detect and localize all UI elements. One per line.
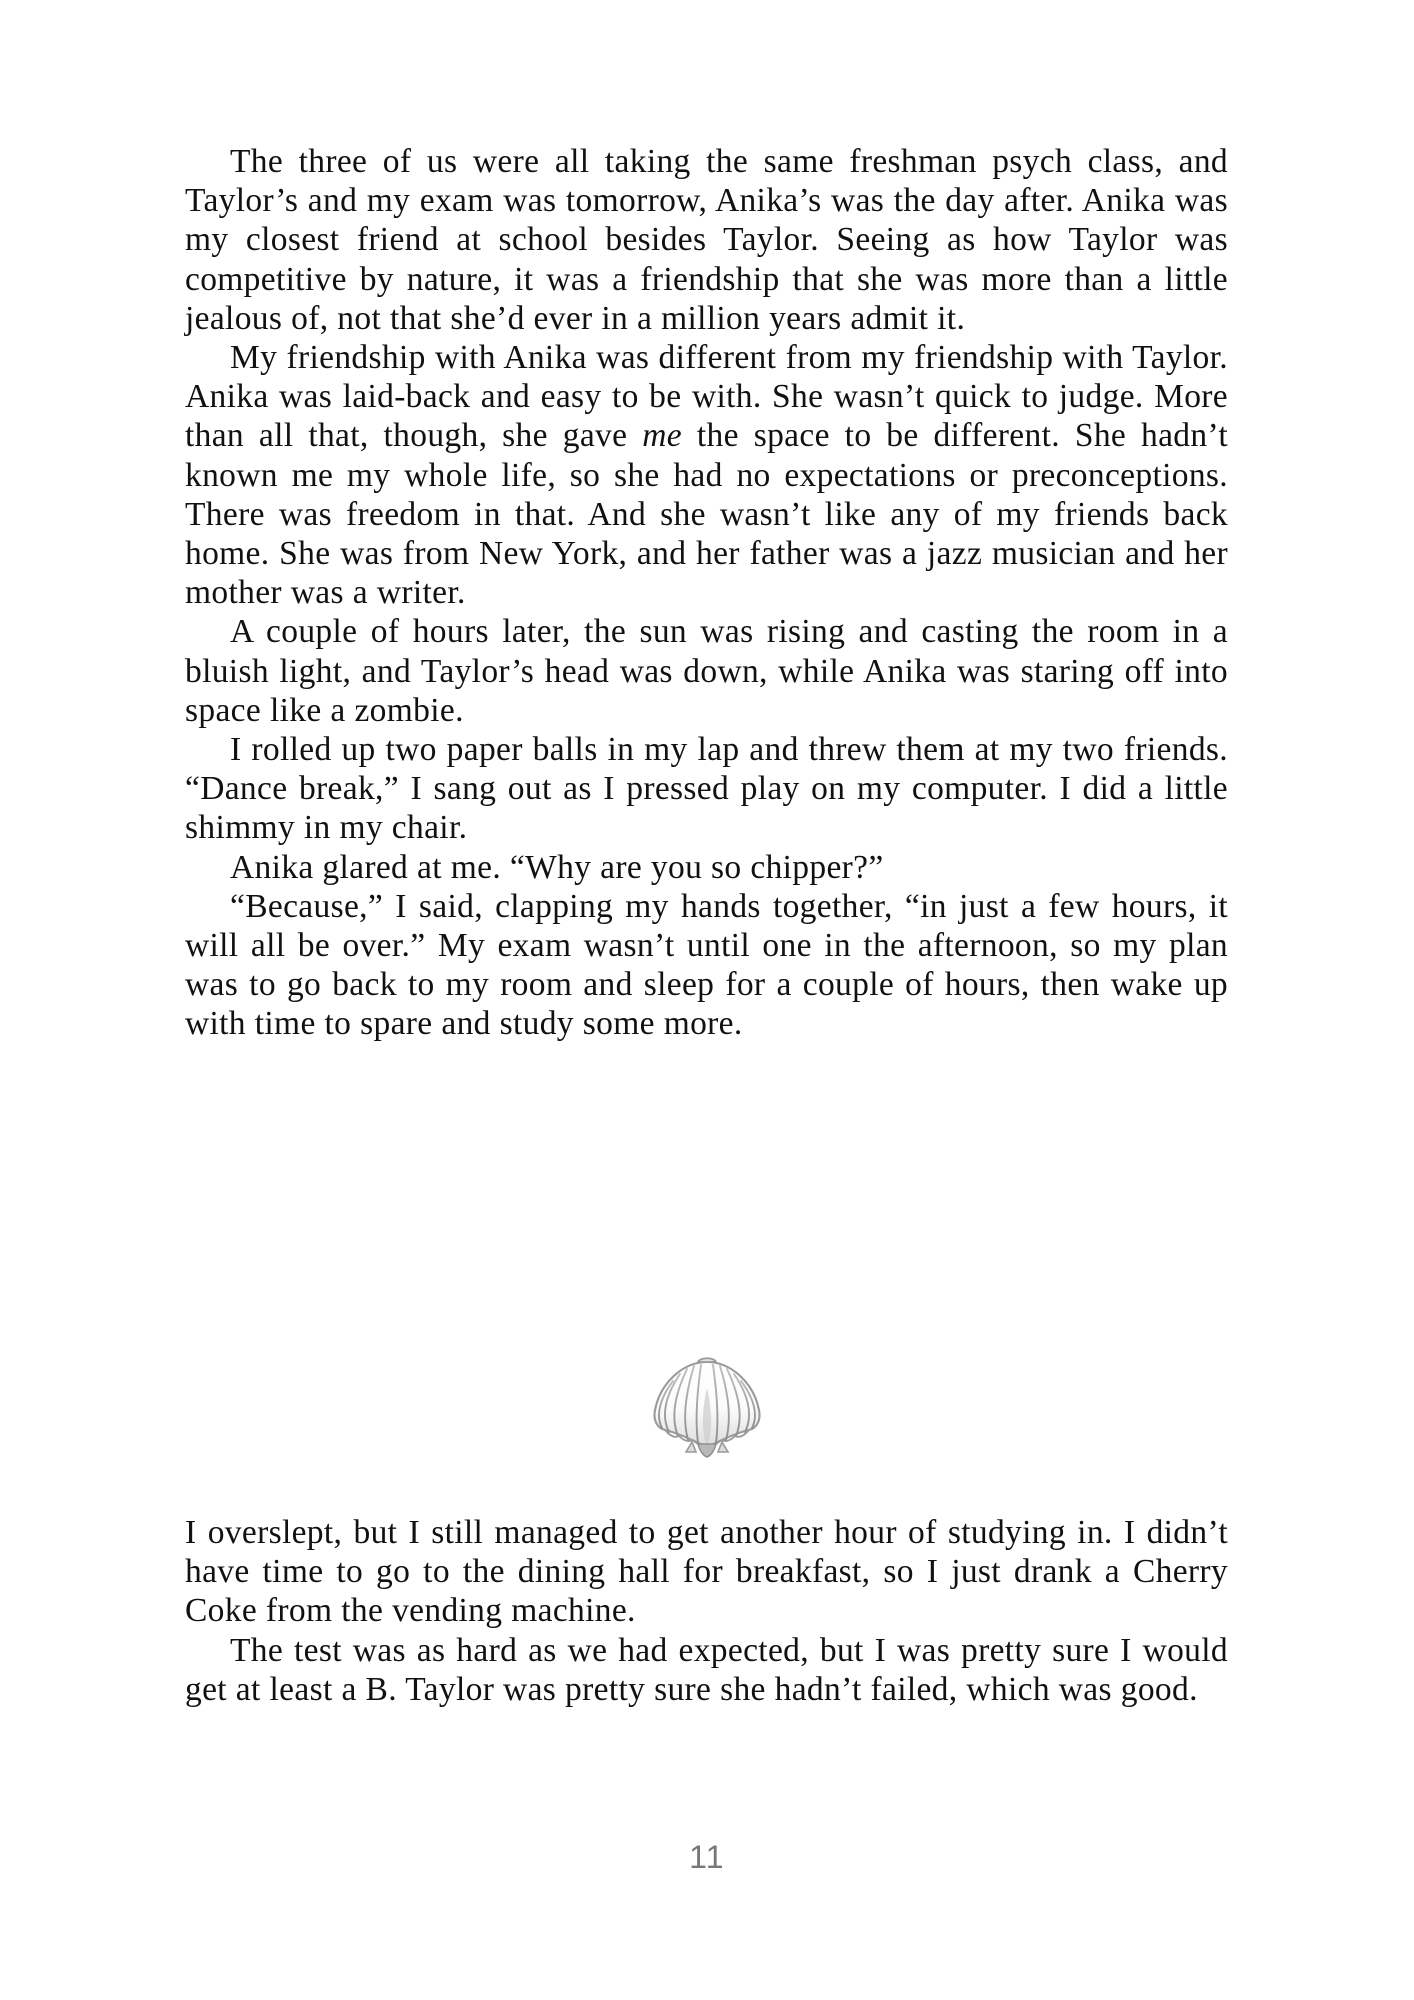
paragraph-text-after-italic: the space to be different. She hadn’t known me my whole life, so she had no expectations or preconceptions. There was freedom in that. And she wasn’t like any of my friends back home. She was from New York, and her father was a jazz musician and her mother was a writer. bbox=[185, 417, 1228, 612]
paragraph: I overslept, but I still managed to get another hour of studying in. I didn’t have time to go to the dining hall for breakfast, so I just drank a Cherry Coke from the vending machine. bbox=[185, 1514, 1228, 1630]
paragraph: “Because,” I said, clapping my hands together, “in just a few hours, it will all be over.” My exam wasn’t until one in the afternoon, so my plan was to go back to my room and sleep for a couple of hours, then wake up with time to spare and study some more. bbox=[185, 887, 1228, 1043]
paragraph-text-before-italic: My friendship with Anika was different from my friendship with Taylor. Anika was laid-back and easy to be with. She wasn’t quick to judge. More than all that, though, she gave bbox=[185, 339, 1228, 455]
scallop-shell-icon bbox=[648, 1348, 766, 1458]
body-text-block-bottom bbox=[185, 1513, 1228, 1709]
paragraph bbox=[185, 338, 1228, 612]
italic-emphasis: me bbox=[642, 417, 682, 455]
page-number: 11 bbox=[689, 1839, 725, 1875]
paragraph: The three of us were all taking the same freshman psych class, and Taylor’s and my exam was tomorrow, Anika’s was the day after. Anika was my closest friend at school besides Taylor. Seeing as how Taylor was competitive by nature, it was a friendship that she was more than a little jealous of, not that she’d ever in a million years admit it. bbox=[185, 143, 1228, 337]
paragraph: A couple of hours later, the sun was rising and casting the room in a bluish light, and Taylor’s head was down, while Anika was staring off into space like a zombie. bbox=[185, 613, 1228, 729]
paragraph: I rolled up two paper balls in my lap and threw them at my two friends. “Dance break,” I sang out as I pressed play on my computer. I did a little shimmy in my chair. bbox=[185, 731, 1228, 847]
paragraph: The test was as hard as we had expected, but I was pretty sure I would get at least a B. Taylor was pretty sure she hadn’t failed, which was good. bbox=[185, 1631, 1228, 1708]
scene-break-ornament bbox=[0, 1348, 1414, 1458]
paragraph: Anika glared at me. “Why are you so chipper?” bbox=[230, 848, 884, 886]
body-text-block-top bbox=[185, 142, 1228, 1044]
